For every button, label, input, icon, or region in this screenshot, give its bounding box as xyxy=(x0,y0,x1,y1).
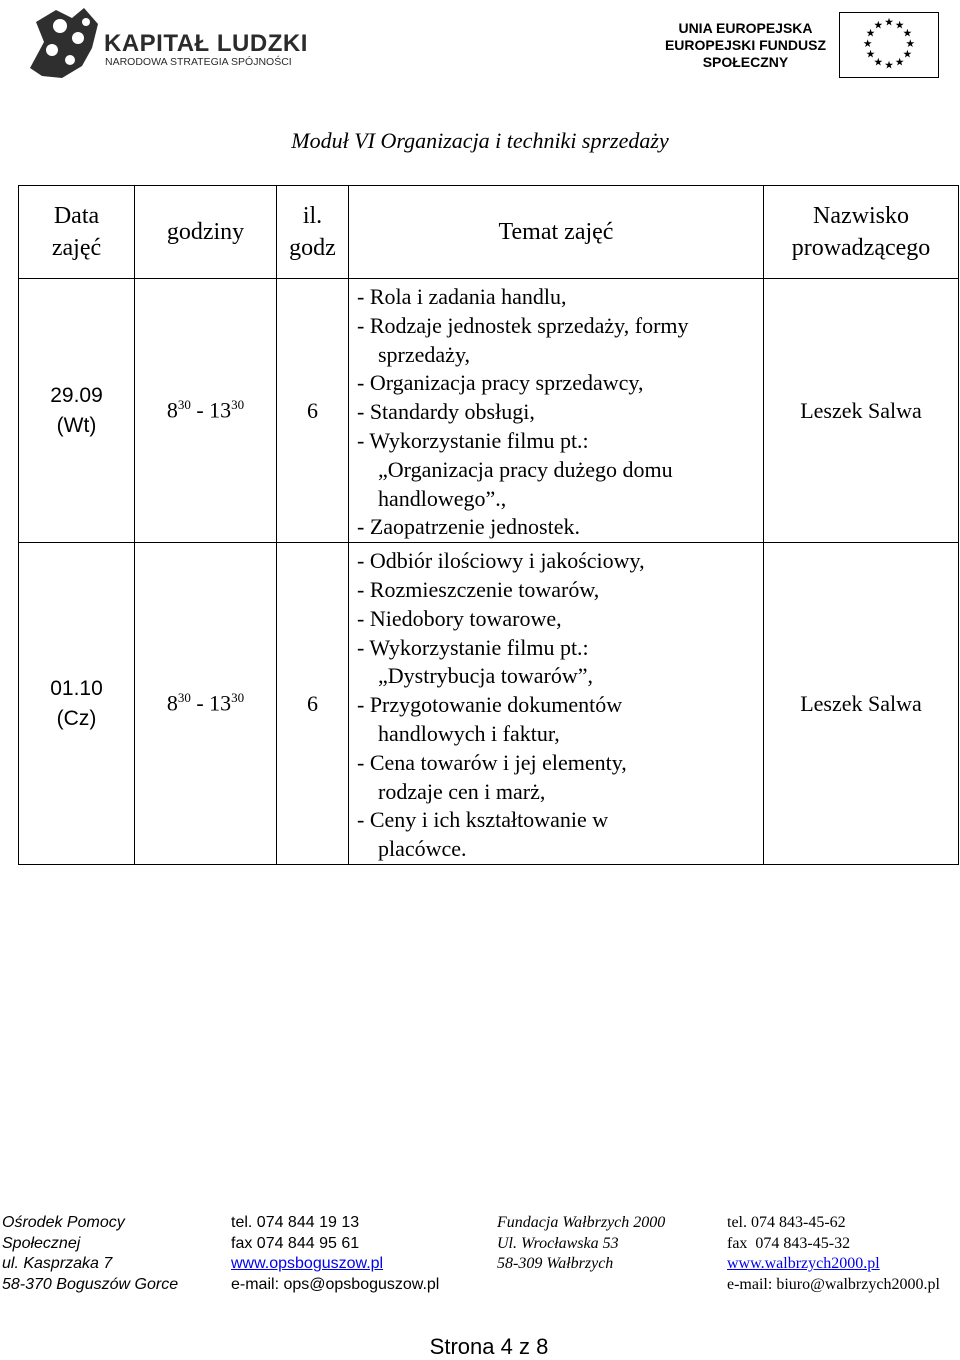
header-lecturer-line: Nazwisko xyxy=(813,203,909,229)
table-row xyxy=(19,279,959,543)
svg-text:★: ★ xyxy=(865,47,876,61)
lecturer-cell xyxy=(764,279,959,543)
document-title: Moduł VI Organizacja i techniki sprzedaży xyxy=(291,128,669,153)
svg-text:★: ★ xyxy=(884,15,894,29)
hour-start: 8 xyxy=(166,690,178,716)
topic-line: handlowego”., xyxy=(378,485,507,511)
footer-line: tel. 074 843-45-62 xyxy=(727,1214,846,1231)
hours-cell xyxy=(135,279,277,543)
topic-line: - Organizacja pracy sprzedawcy, xyxy=(357,370,644,396)
svg-text:★: ★ xyxy=(865,26,876,40)
topic-cell xyxy=(349,279,764,543)
svg-text:★: ★ xyxy=(905,36,916,50)
hours-count-cell xyxy=(277,279,349,543)
header-count xyxy=(277,186,349,279)
hour-end: - 13 xyxy=(190,690,232,716)
date-cell xyxy=(19,279,135,543)
lecturer-cell xyxy=(764,543,959,865)
footer-line: ul. Kasprzaka 7 xyxy=(2,1255,113,1272)
header-date-line: zajęć xyxy=(51,235,102,261)
svg-text:★: ★ xyxy=(902,26,913,40)
svg-text:★: ★ xyxy=(902,47,913,61)
header-lecturer xyxy=(764,186,959,279)
logo-left-title: KAPITAŁ LUDZKI xyxy=(104,30,308,57)
footer-line: Społecznej xyxy=(2,1234,81,1252)
eu-logo-text xyxy=(665,20,826,71)
topic-line: placówce. xyxy=(378,836,467,862)
day-value: (Cz) xyxy=(56,706,97,730)
header-topic-label: Temat zajęć xyxy=(498,219,614,245)
topic-line: - Rola i zadania handlu, xyxy=(357,284,567,309)
hour-start-minutes: 30 xyxy=(177,397,191,413)
schedule-table xyxy=(18,185,959,865)
date-cell xyxy=(19,543,135,865)
header-date-line: Data xyxy=(53,203,100,229)
footer-line: e-mail: biuro@walbrzych2000.pl xyxy=(727,1275,940,1293)
lecturer-name: Leszek Salwa xyxy=(800,690,922,716)
eu-logo-line: SPOŁECZNY xyxy=(702,54,789,70)
footer-line: 58-309 Wałbrzych xyxy=(497,1255,614,1272)
date-value: 29.09 xyxy=(50,383,103,407)
topic-line: - Odbiór ilościowy i jakościowy, xyxy=(357,548,645,574)
hour-start: 8 xyxy=(166,397,178,423)
hour-end: - 13 xyxy=(190,397,232,423)
header-lecturer-line: prowadzącego xyxy=(791,235,931,261)
topic-line: handlowych i faktur, xyxy=(378,720,560,746)
topic-line: sprzedaży, xyxy=(378,341,471,367)
footer-line: fax 074 843-45-32 xyxy=(727,1234,851,1252)
topic-line: - Rozmieszczenie towarów, xyxy=(357,576,600,602)
footer-line: Ul. Wrocławska 53 xyxy=(497,1234,619,1252)
header-hours-label: godziny xyxy=(166,219,245,245)
topic-line: „Dystrybucja towarów”, xyxy=(378,663,594,689)
header-hours xyxy=(135,186,277,279)
ops-website-link[interactable]: www.opsboguszow.pl xyxy=(231,1255,384,1272)
svg-text:★: ★ xyxy=(884,58,894,72)
footer-line: fax 074 844 95 61 xyxy=(231,1234,360,1252)
topic-line: - Zaopatrzenie jednostek. xyxy=(357,514,580,540)
hour-start-minutes: 30 xyxy=(177,690,191,706)
topic-line: - Ceny i ich kształtowanie w xyxy=(357,807,609,833)
svg-text:★: ★ xyxy=(894,18,905,32)
topic-line: - Rodzaje jednostek sprzedaży, formy xyxy=(357,312,689,338)
lecturer-name: Leszek Salwa xyxy=(800,397,922,423)
eu-logo-line: EUROPEJSKI FUNDUSZ xyxy=(664,37,826,53)
footer-foundation-contact xyxy=(727,1213,940,1295)
header-count-line: il. xyxy=(302,203,323,229)
hour-end-minutes: 30 xyxy=(231,690,245,706)
svg-text:★: ★ xyxy=(873,18,884,32)
page-number: Strona 4 z 8 xyxy=(429,1334,549,1359)
topic-line: - Wykorzystanie filmu pt.: xyxy=(357,427,589,453)
topic-line: rodzaje cen i marż, xyxy=(378,778,546,804)
footer-ops-contact xyxy=(231,1213,439,1295)
footer-line: e-mail: ops@opsboguszow.pl xyxy=(231,1275,440,1293)
topic-line: - Cena towarów i jej elementy, xyxy=(357,749,627,775)
header-date xyxy=(19,186,135,279)
date-value: 01.10 xyxy=(50,676,103,700)
logo-left-subtitle: NARODOWA STRATEGIA SPÓJNOŚCI xyxy=(105,56,292,68)
header-topic xyxy=(349,186,764,279)
topic-line: „Organizacja pracy dużego domu xyxy=(378,456,673,482)
eu-logo-line: UNIA EUROPEJSKA xyxy=(678,20,813,36)
footer-foundation-address xyxy=(497,1213,665,1275)
footer-line: tel. 074 844 19 13 xyxy=(231,1214,360,1231)
hours-cell xyxy=(135,543,277,865)
table-header-row xyxy=(19,186,959,279)
table-row xyxy=(19,543,959,865)
hours-count: 6 xyxy=(307,397,318,423)
topic-line: - Niedobory towarowe, xyxy=(357,605,562,631)
day-value: (Wt) xyxy=(56,413,97,437)
topic-line: - Wykorzystanie filmu pt.: xyxy=(357,634,589,660)
topic-cell xyxy=(349,543,764,865)
header-count-line: godz xyxy=(289,235,336,261)
footer-line: 58-370 Boguszów Gorce xyxy=(2,1275,179,1293)
foundation-website-link[interactable]: www.walbrzych2000.pl xyxy=(727,1255,880,1272)
hours-count: 6 xyxy=(307,690,318,716)
svg-text:★: ★ xyxy=(862,36,873,50)
topic-line: - Standardy obsługi, xyxy=(357,399,535,425)
svg-text:★: ★ xyxy=(894,55,905,69)
svg-text:★: ★ xyxy=(873,55,884,69)
footer-line: Fundacja Wałbrzych 2000 xyxy=(497,1214,666,1231)
footer-line: Ośrodek Pomocy xyxy=(2,1214,125,1231)
eu-flag-icon xyxy=(839,12,939,78)
topic-line: - Przygotowanie dokumentów xyxy=(357,692,623,718)
footer-ops-address xyxy=(2,1213,178,1295)
hours-count-cell xyxy=(277,543,349,865)
hour-end-minutes: 30 xyxy=(231,397,245,413)
